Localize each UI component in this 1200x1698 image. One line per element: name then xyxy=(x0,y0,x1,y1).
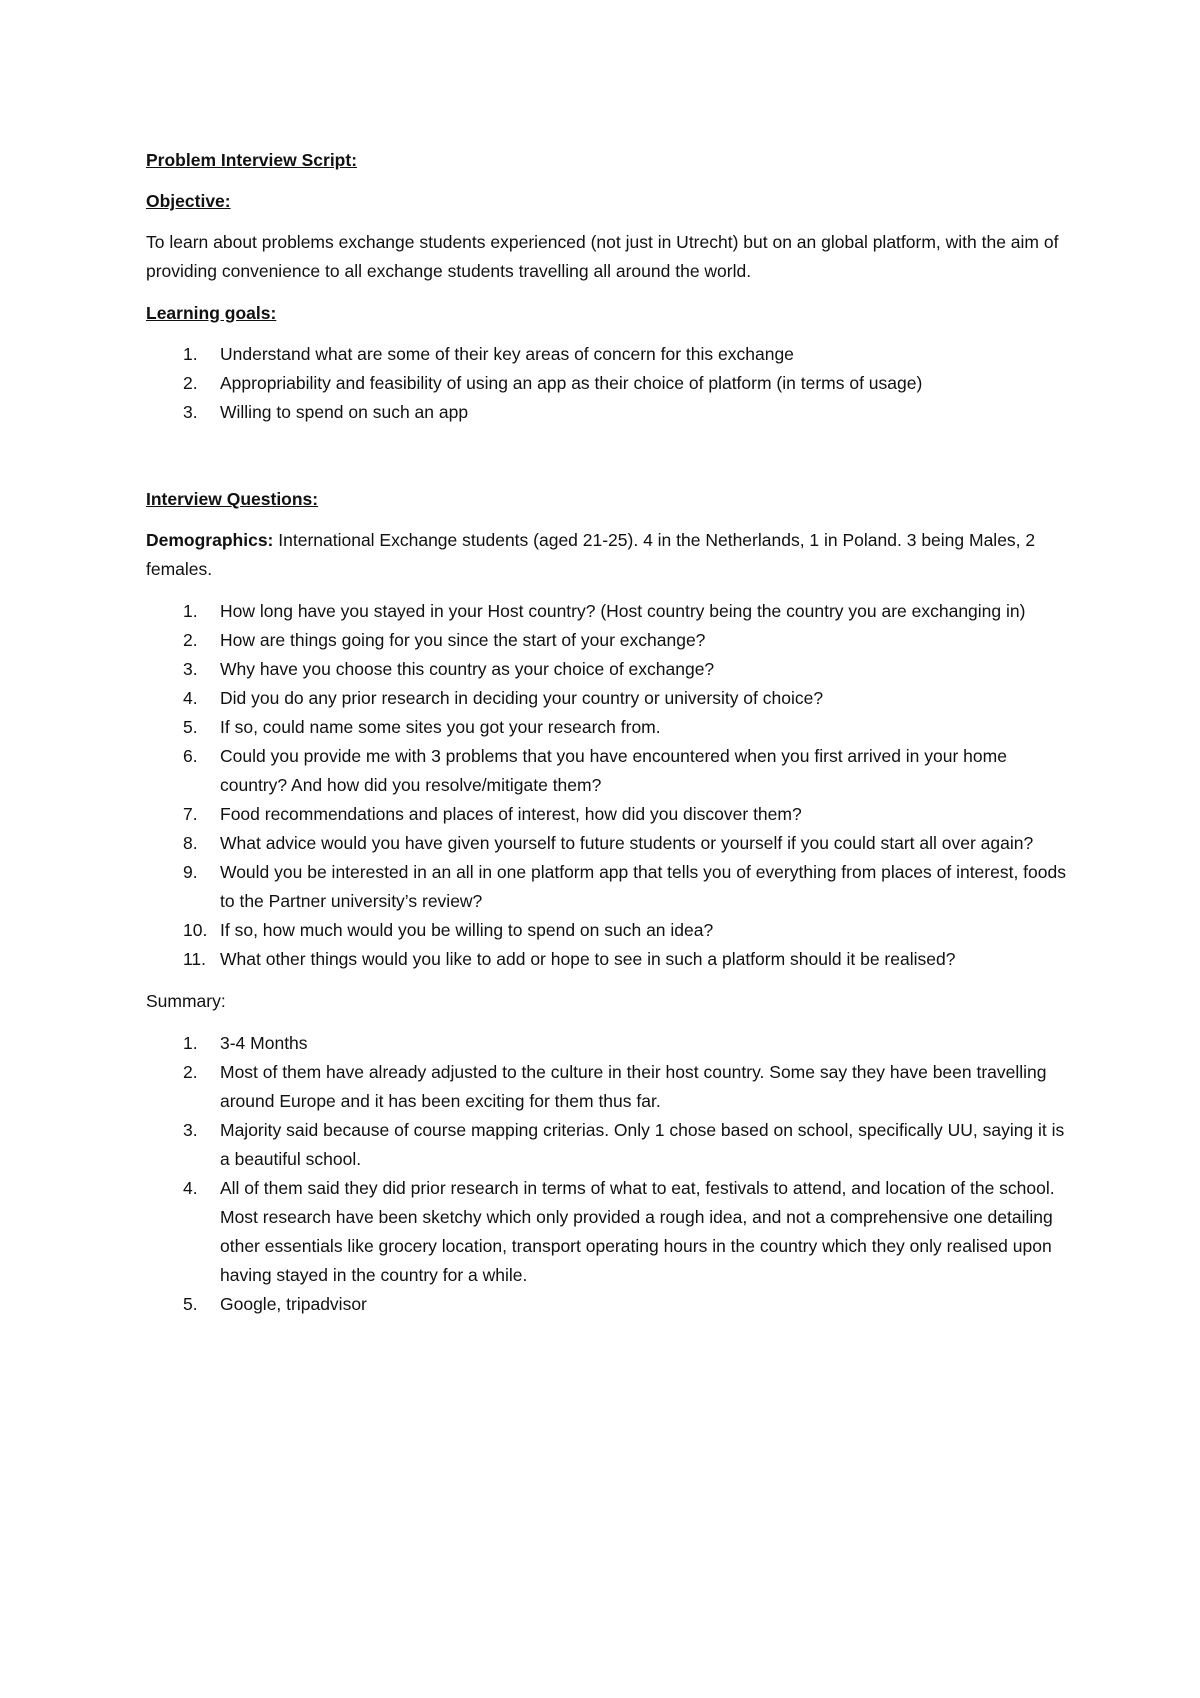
list-item xyxy=(146,597,1071,626)
list-number: 5. xyxy=(183,1294,198,1314)
demographics-text: International Exchange students (aged 21-25). 4 in the Netherlands, 1 in Poland. 3 being Males, 2 females. xyxy=(146,530,1036,579)
list-number: 1. xyxy=(183,1033,198,1053)
list-number: 4. xyxy=(183,688,198,708)
list-item xyxy=(146,916,1071,945)
list-item xyxy=(146,398,1071,427)
interview-questions-heading: Interview Questions: xyxy=(146,489,319,509)
list-item xyxy=(146,1116,1071,1174)
list-number: 6. xyxy=(183,746,198,766)
list-text: All of them said they did prior research in terms of what to eat, festivals to attend, and location of the school. Most research have been sketchy which only provided a rough idea, and not a comprehensive one detailing other essentials like grocery location, transport operating hours in the country which they only realised upon having stayed in the country for a while. xyxy=(220,1178,1055,1285)
list-number: 4. xyxy=(183,1178,198,1198)
list-text: Willing to spend on such an app xyxy=(220,402,469,422)
list-text: Did you do any prior research in deciding your country or university of choice? xyxy=(220,688,824,708)
list-item xyxy=(146,655,1071,684)
list-item xyxy=(146,858,1071,916)
list-number: 5. xyxy=(183,717,198,737)
demographics-paragraph xyxy=(146,526,1071,584)
list-item xyxy=(146,1290,1071,1319)
list-number: 10. xyxy=(183,920,208,940)
list-item xyxy=(146,742,1071,800)
list-text: Could you provide me with 3 problems that you have encountered when you first arrived in your home country? And how did you resolve/mitigate them? xyxy=(220,746,1007,795)
section-spacer xyxy=(146,440,1071,485)
demographics-label: Demographics: xyxy=(146,530,274,550)
list-text: Google, tripadvisor xyxy=(220,1294,367,1314)
list-item xyxy=(146,369,1071,398)
list-text: What advice would you have given yourself to future students or yourself if you could start all over again? xyxy=(220,833,1034,853)
list-item xyxy=(146,945,1071,974)
list-text: Why have you choose this country as your choice of exchange? xyxy=(220,659,715,679)
summary-list xyxy=(146,1029,1071,1319)
learning-goals-list xyxy=(146,340,1071,427)
list-number: 11. xyxy=(183,949,207,969)
list-item xyxy=(146,1174,1071,1290)
list-text: Understand what are some of their key areas of concern for this exchange xyxy=(220,344,794,364)
list-text: Appropriability and feasibility of using an app as their choice of platform (in terms of usage) xyxy=(220,373,923,393)
list-text: Majority said because of course mapping criterias. Only 1 chose based on school, specifically UU, saying it is a beautiful school. xyxy=(220,1120,1065,1169)
list-number: 3. xyxy=(183,1120,198,1140)
list-text: If so, how much would you be willing to spend on such an idea? xyxy=(220,920,714,940)
list-number: 8. xyxy=(183,833,198,853)
interview-questions-list xyxy=(146,597,1071,974)
list-number: 9. xyxy=(183,862,198,882)
list-number: 2. xyxy=(183,373,198,393)
list-text: How long have you stayed in your Host country? (Host country being the country you are exchanging in) xyxy=(220,601,1026,621)
list-text: Food recommendations and places of interest, how did you discover them? xyxy=(220,804,802,824)
list-number: 2. xyxy=(183,1062,198,1082)
list-text: If so, could name some sites you got your research from. xyxy=(220,717,661,737)
objective-text: To learn about problems exchange students experienced (not just in Utrecht) but on an global platform, with the aim of providing convenience to all exchange students travelling all around the world. xyxy=(146,232,1059,281)
list-item xyxy=(146,829,1071,858)
list-text: Would you be interested in an all in one platform app that tells you of everything from places of interest, foods to the Partner university’s review? xyxy=(220,862,1066,911)
list-item xyxy=(146,1029,1071,1058)
list-number: 2. xyxy=(183,630,198,650)
objective-heading: Objective: xyxy=(146,191,231,211)
list-text: How are things going for you since the start of your exchange? xyxy=(220,630,706,650)
list-text: Most of them have already adjusted to the culture in their host country. Some say they have been travelling around Europe and it has been exciting for them thus far. xyxy=(220,1062,1047,1111)
list-number: 3. xyxy=(183,659,198,679)
list-text: What other things would you like to add or hope to see in such a platform should it be realised? xyxy=(220,949,956,969)
list-item xyxy=(146,340,1071,369)
document-title: Problem Interview Script: xyxy=(146,150,358,170)
list-number: 3. xyxy=(183,402,198,422)
list-item xyxy=(146,1058,1071,1116)
list-number: 1. xyxy=(183,601,198,621)
learning-goals-heading: Learning goals: xyxy=(146,303,277,323)
list-item xyxy=(146,684,1071,713)
list-item xyxy=(146,800,1071,829)
summary-heading: Summary: xyxy=(146,991,226,1011)
list-number: 7. xyxy=(183,804,198,824)
list-item xyxy=(146,713,1071,742)
list-text: 3-4 Months xyxy=(220,1033,308,1053)
list-number: 1. xyxy=(183,344,198,364)
document-page xyxy=(146,146,1071,1332)
list-item xyxy=(146,626,1071,655)
